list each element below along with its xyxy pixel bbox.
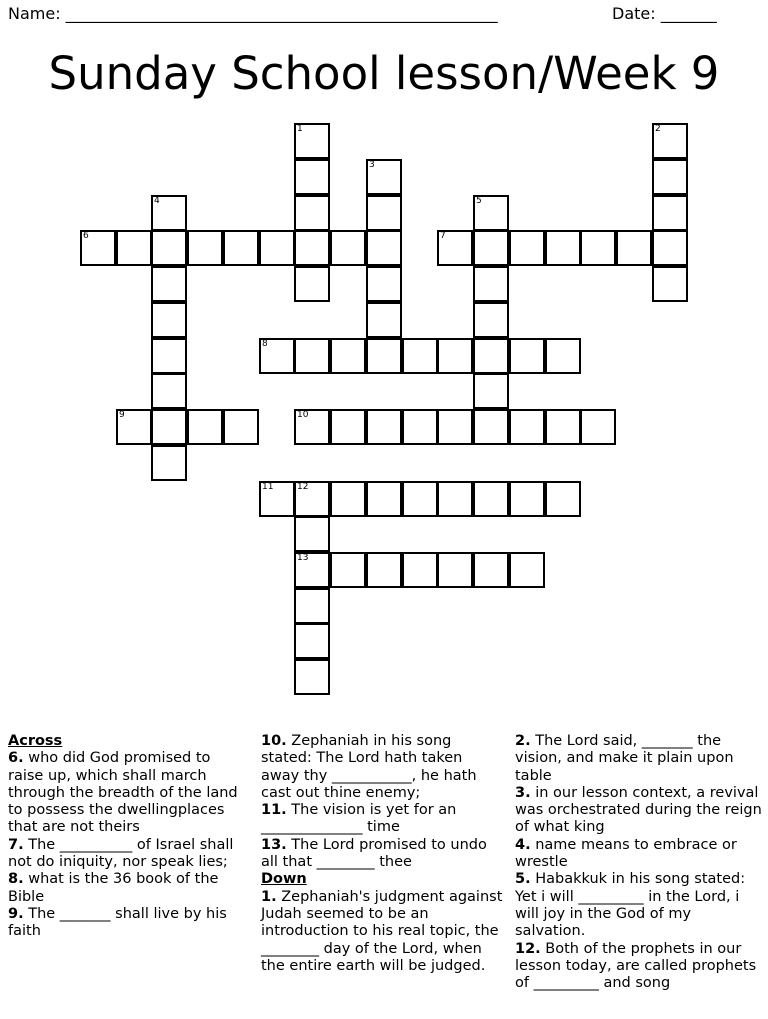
grid-cell[interactable] bbox=[473, 230, 509, 266]
grid-cell[interactable] bbox=[294, 123, 330, 159]
down-heading: Down bbox=[261, 871, 307, 888]
grid-cell[interactable] bbox=[437, 481, 473, 517]
grid-cell[interactable] bbox=[509, 230, 545, 266]
clue-number: 4 bbox=[154, 196, 160, 206]
clue-number: 7 bbox=[440, 231, 446, 241]
clue-number: 10 bbox=[297, 410, 309, 420]
clue-across-7 bbox=[8, 837, 250, 872]
grid-cell[interactable] bbox=[151, 195, 187, 231]
clue-number: 4. bbox=[515, 836, 531, 853]
grid-cell[interactable] bbox=[652, 195, 688, 231]
date-field-line[interactable]: Date: _______ bbox=[612, 4, 717, 23]
clue-number: 3. bbox=[515, 784, 531, 801]
grid-cell[interactable] bbox=[187, 409, 223, 445]
grid-cell[interactable] bbox=[294, 623, 330, 659]
grid-cell[interactable] bbox=[294, 481, 330, 517]
clue-text: who did God promised to raise up, which shall march through the breadth of the land to possess the dwellingplaces that are not theirs bbox=[8, 750, 238, 836]
clue-number: 8 bbox=[262, 339, 268, 349]
grid-cell[interactable] bbox=[294, 552, 330, 588]
grid-cell[interactable] bbox=[294, 195, 330, 231]
clue-across-13 bbox=[261, 837, 505, 872]
clue-down-4 bbox=[515, 837, 763, 872]
clue-across-10 bbox=[261, 733, 505, 802]
clue-number: 9 bbox=[119, 410, 125, 420]
grid-cell[interactable] bbox=[473, 195, 509, 231]
clue-number: 10. bbox=[261, 733, 287, 749]
clue-number: 6. bbox=[8, 750, 24, 767]
clue-number: 5 bbox=[476, 196, 482, 206]
grid-cell[interactable] bbox=[402, 481, 438, 517]
grid-cell[interactable] bbox=[366, 552, 402, 588]
clue-across-9 bbox=[8, 906, 250, 941]
clue-number: 12. bbox=[515, 940, 541, 957]
clue-text: The vision is yet for an ______________ time bbox=[261, 802, 457, 836]
clue-text: Zephaniah in his song stated: The Lord hath taken away thy ___________, he hath cast out thine enemy; bbox=[261, 733, 477, 801]
clue-number: 2 bbox=[655, 124, 661, 134]
grid-cell[interactable] bbox=[652, 266, 688, 302]
grid-cell[interactable] bbox=[437, 552, 473, 588]
clues-column-1 bbox=[8, 733, 250, 941]
grid-cell[interactable] bbox=[616, 230, 652, 266]
grid-cell[interactable] bbox=[259, 481, 295, 517]
grid-cell[interactable] bbox=[259, 338, 295, 374]
grid-cell[interactable] bbox=[652, 123, 688, 159]
clue-text: The __________ of Israel shall not do iniquity, nor speak lies; bbox=[8, 836, 234, 871]
grid-cell[interactable] bbox=[545, 409, 581, 445]
grid-cell[interactable] bbox=[545, 481, 581, 517]
grid-cell[interactable] bbox=[652, 230, 688, 266]
clue-text: name means to embrace or wrestle bbox=[515, 836, 737, 871]
grid-cell[interactable] bbox=[151, 302, 187, 338]
page-title: Sunday School lesson/Week 9 bbox=[48, 47, 720, 100]
clue-down-12 bbox=[515, 941, 763, 993]
grid-cell[interactable] bbox=[437, 409, 473, 445]
grid-cell[interactable] bbox=[330, 481, 366, 517]
grid-cell[interactable] bbox=[151, 373, 187, 409]
clue-down-3 bbox=[515, 785, 763, 837]
clue-number: 11 bbox=[262, 482, 274, 492]
grid-cell[interactable] bbox=[473, 266, 509, 302]
grid-cell[interactable] bbox=[223, 230, 259, 266]
clue-number: 9. bbox=[8, 905, 24, 922]
grid-cell[interactable] bbox=[509, 481, 545, 517]
grid-cell[interactable] bbox=[294, 266, 330, 302]
grid-cell[interactable] bbox=[402, 338, 438, 374]
clue-across-6 bbox=[8, 750, 250, 836]
grid-cell[interactable] bbox=[473, 552, 509, 588]
grid-cell[interactable] bbox=[330, 338, 366, 374]
grid-cell[interactable] bbox=[437, 338, 473, 374]
clue-number: 3 bbox=[369, 160, 375, 170]
grid-cell[interactable] bbox=[473, 481, 509, 517]
grid-cell[interactable] bbox=[330, 230, 366, 266]
across-heading: Across bbox=[8, 733, 63, 749]
clue-text: The Lord promised to undo all that ________ thee bbox=[261, 836, 487, 871]
grid-cell[interactable] bbox=[330, 409, 366, 445]
clue-number: 13. bbox=[261, 836, 287, 853]
grid-cell[interactable] bbox=[294, 516, 330, 552]
grid-cell[interactable] bbox=[151, 266, 187, 302]
grid-cell[interactable] bbox=[545, 230, 581, 266]
clue-number: 5. bbox=[515, 871, 531, 888]
grid-cell[interactable] bbox=[116, 230, 152, 266]
clue-text: The _______ shall live by his faith bbox=[8, 905, 227, 940]
grid-cell[interactable] bbox=[151, 409, 187, 445]
grid-cell[interactable] bbox=[294, 409, 330, 445]
clues-column-2 bbox=[261, 733, 505, 975]
grid-cell[interactable] bbox=[545, 338, 581, 374]
clue-number: 13 bbox=[297, 553, 309, 563]
grid-cell[interactable] bbox=[366, 159, 402, 195]
grid-cell[interactable] bbox=[187, 230, 223, 266]
grid-cell[interactable] bbox=[259, 230, 295, 266]
grid-cell[interactable] bbox=[473, 302, 509, 338]
clue-number: 11. bbox=[261, 802, 287, 819]
grid-cell[interactable] bbox=[366, 338, 402, 374]
grid-cell[interactable] bbox=[294, 230, 330, 266]
grid-cell[interactable] bbox=[366, 230, 402, 266]
grid-cell[interactable] bbox=[80, 230, 116, 266]
clue-text: Both of the prophets in our lesson today, are called prophets of _________ and song bbox=[515, 940, 757, 992]
name-field-line[interactable]: Name: ______________________________________________________ bbox=[8, 4, 498, 23]
grid-cell[interactable] bbox=[580, 409, 616, 445]
grid-cell[interactable] bbox=[294, 588, 330, 624]
grid-cell[interactable] bbox=[509, 552, 545, 588]
grid-cell[interactable] bbox=[116, 409, 152, 445]
clue-text: Zephaniah's judgment against Judah seemed to be an introduction to his real topic, the ________ day of the Lord, when the entire earth will be judged. bbox=[261, 888, 503, 974]
grid-cell[interactable] bbox=[294, 659, 330, 695]
clue-number: 8. bbox=[8, 871, 24, 888]
clue-number: 6 bbox=[83, 231, 89, 241]
grid-cell[interactable] bbox=[294, 159, 330, 195]
clue-number: 2. bbox=[515, 733, 531, 749]
clue-text: in our lesson context, a revival was orchestrated during the reign of what king bbox=[515, 784, 762, 836]
grid-cell[interactable] bbox=[366, 195, 402, 231]
clue-text: what is the 36 book of the Bible bbox=[8, 871, 219, 905]
clue-text: The Lord said, _______ the vision, and make it plain upon table bbox=[515, 733, 734, 784]
clue-number: 1. bbox=[261, 888, 277, 905]
grid-cell[interactable] bbox=[151, 230, 187, 266]
clue-across-8 bbox=[8, 871, 250, 906]
grid-cell[interactable] bbox=[151, 445, 187, 481]
grid-cell[interactable] bbox=[473, 409, 509, 445]
grid-cell[interactable] bbox=[509, 338, 545, 374]
grid-cell[interactable] bbox=[652, 159, 688, 195]
clue-across-11 bbox=[261, 802, 505, 837]
grid-cell[interactable] bbox=[366, 481, 402, 517]
grid-cell[interactable] bbox=[223, 409, 259, 445]
clues-column-3 bbox=[515, 733, 763, 992]
grid-cell[interactable] bbox=[330, 552, 366, 588]
grid-cell[interactable] bbox=[366, 302, 402, 338]
grid-cell[interactable] bbox=[473, 338, 509, 374]
clue-down-2 bbox=[515, 733, 763, 785]
clue-number: 7. bbox=[8, 836, 24, 853]
clue-down-5 bbox=[515, 871, 763, 940]
grid-cell[interactable] bbox=[437, 230, 473, 266]
clue-down-1 bbox=[261, 889, 505, 975]
grid-cell[interactable] bbox=[580, 230, 616, 266]
grid-cell[interactable] bbox=[402, 409, 438, 445]
grid-cell[interactable] bbox=[151, 338, 187, 374]
clue-number: 1 bbox=[297, 124, 303, 134]
grid-cell[interactable] bbox=[473, 373, 509, 409]
grid-cell[interactable] bbox=[366, 266, 402, 302]
grid-cell[interactable] bbox=[294, 338, 330, 374]
clue-number: 12 bbox=[297, 482, 309, 492]
grid-cell[interactable] bbox=[509, 409, 545, 445]
grid-cell[interactable] bbox=[366, 409, 402, 445]
grid-cell[interactable] bbox=[402, 552, 438, 588]
clue-text: Habakkuk in his song stated: Yet i will _________ in the Lord, i will joy in the God of my salvation. bbox=[515, 871, 746, 940]
